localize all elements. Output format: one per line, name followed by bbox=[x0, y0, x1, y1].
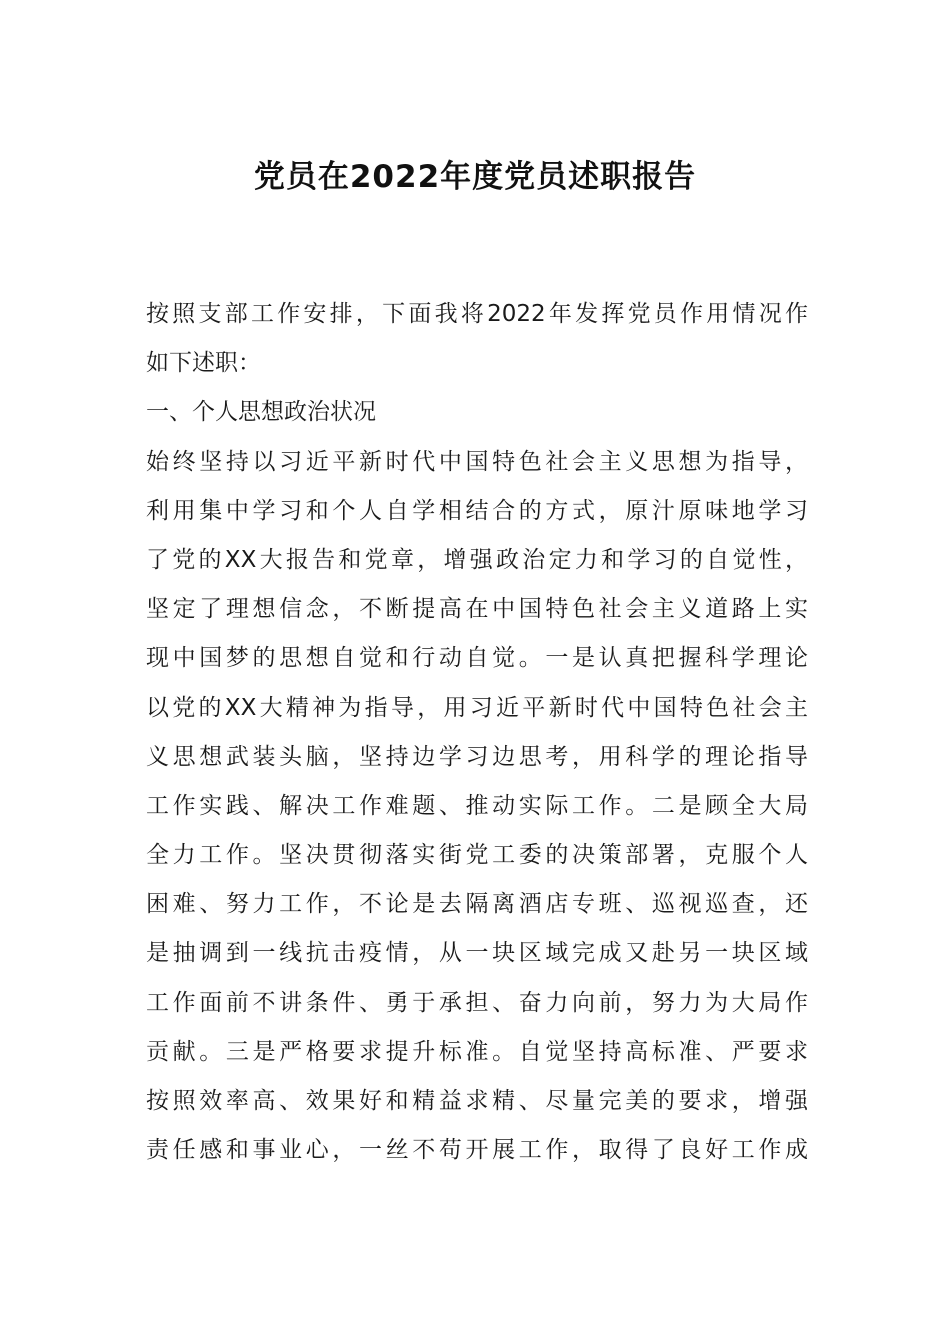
body-line: 坚定了理想信念，不断提高在中国特色社会主义道路上实 bbox=[146, 596, 808, 623]
body-line: 是抽调到一线抗击疫情，从一块区域完成又赴另一块区域 bbox=[146, 940, 808, 967]
body-line: 利用集中学习和个人自学相结合的方式，原汁原味地学习 bbox=[146, 497, 808, 524]
document-title: 党员在2022年度党员述职报告 bbox=[253, 159, 697, 195]
body-line: 现中国梦的思想自觉和行动自觉。一是认真把握科学理论 bbox=[146, 645, 808, 672]
document-body bbox=[146, 290, 808, 1175]
section-heading: 一、个人思想政治状况 bbox=[146, 399, 376, 426]
body-line: 按照效率高、效果好和精益求精、尽量完美的要求，增强 bbox=[146, 1088, 808, 1114]
body-line: 如下述职： bbox=[146, 350, 261, 377]
body-line: 以党的XX大精神为指导，用习近平新时代中国特色社会主 bbox=[146, 694, 808, 721]
body-line: 全力工作。坚决贯彻落实街党工委的决策部署，克服个人 bbox=[146, 842, 808, 869]
body-line: 义思想武装头脑，坚持边学习边思考，用科学的理论指导 bbox=[146, 743, 808, 770]
body-line: 贡献。三是严格要求提升标准。自觉坚持高标准、严要求 bbox=[146, 1038, 808, 1065]
body-line: 始终坚持以习近平新时代中国特色社会主义思想为指导， bbox=[146, 448, 808, 475]
body-line: 困难、努力工作，不论是去隔离酒店专班、巡视巡查，还 bbox=[146, 891, 808, 918]
body-line: 了党的XX大报告和党章，增强政治定力和学习的自觉性， bbox=[146, 546, 808, 573]
body-line: 责任感和事业心，一丝不苟开展工作，取得了良好工作成 bbox=[146, 1137, 808, 1164]
body-line: 按照支部工作安排，下面我将2022年发挥党员作用情况作 bbox=[146, 301, 808, 327]
body-line: 工作面前不讲条件、勇于承担、奋力向前，努力为大局作 bbox=[146, 989, 808, 1016]
body-line: 工作实践、解决工作难题、推动实际工作。二是顾全大局 bbox=[146, 792, 808, 819]
